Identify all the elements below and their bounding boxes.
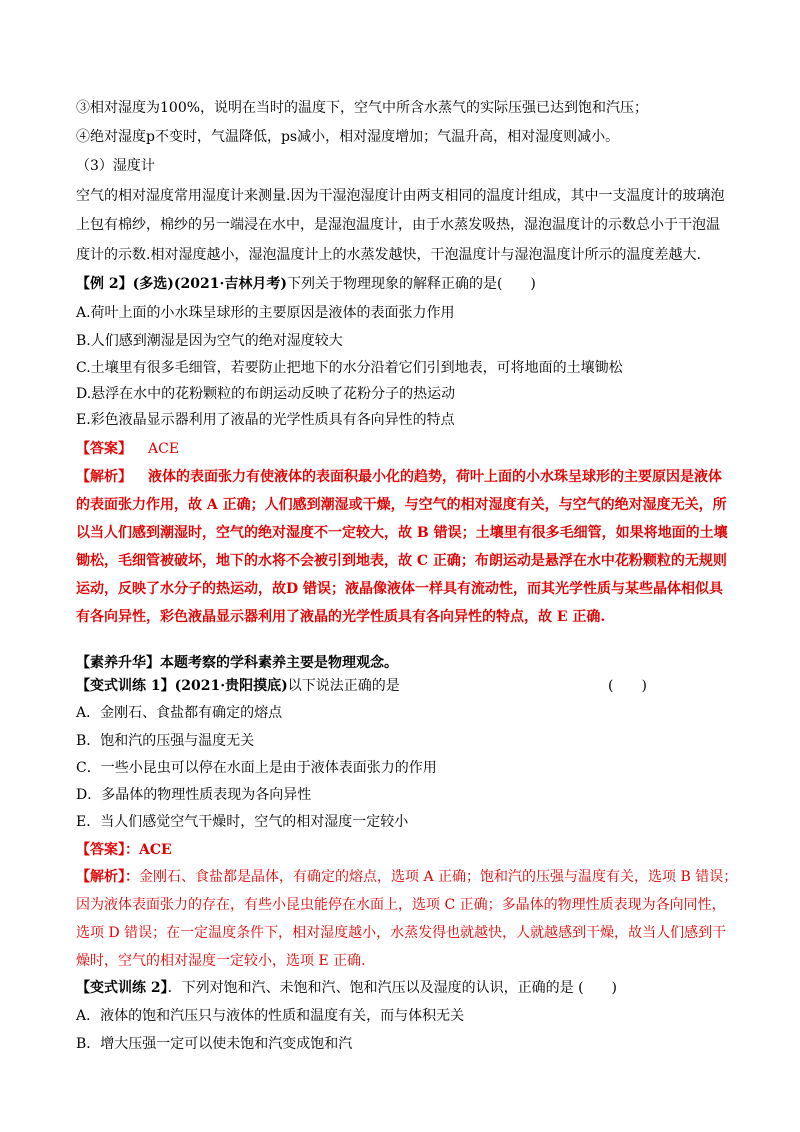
example-question: 下列关于物理现象的解释正确的是( ) [286, 276, 536, 292]
analysis-text: 金刚石、食盐都是晶体，有确定的熔点，选项 A 正确；饱和汽的压强与温度有关，选项 B 错误； [139, 869, 738, 885]
example-2-heading [76, 274, 736, 294]
option-e: E.彩色液晶显示器利用了液晶的光学性质具有各向异性的特点 [76, 412, 455, 428]
option-c: C．一些小昆虫可以停在水面上是由于液体表面张力的作用 [76, 760, 437, 776]
paragraph-line: 上包有棉纱，棉纱的另一端浸在水中，是湿泡温度计，由于水蒸发吸热，湿泡温度计的示数总小于干泡温 [76, 217, 720, 233]
analysis-line: 以当人们感到潮湿时，空气的绝对湿度不一定较大，故 B 错误；土壤里有很多毛细管，如果将地面的土壤 [76, 525, 728, 541]
analysis-tag: 【解析】： [76, 869, 139, 885]
point-4: ④绝对湿度p不变时，气温降低，ps减小，相对湿度增加；气温升高，相对湿度则减小。 [76, 129, 620, 145]
example-multi: (多选) [132, 276, 174, 292]
analysis-line [76, 867, 736, 887]
analysis-line: 选项 D 错误；在一定温度条件下，相对湿度越小，水蒸发得也就越快，人就越感到干燥，故当人们感到干 [76, 925, 727, 941]
analysis-line [76, 467, 736, 487]
option-a: A．液体的饱和汽压只与液体的性质和温度有关，而与体积无关 [76, 1008, 465, 1024]
option-b: B．增大压强一定可以使未饱和汽变成饱和汽 [76, 1036, 353, 1052]
answer-paren: ( ) [608, 678, 647, 694]
option-b: B.人们感到潮湿是因为空气的绝对湿度较大 [76, 333, 343, 349]
paragraph-line: 空气的相对湿度常用湿度计来测量.因为干湿泡湿度计由两支相同的温度计组成，其中一支温度计的玻璃泡 [76, 188, 725, 204]
analysis-line: 的表面张力作用，故 A 正确；人们感到潮湿或干燥，与空气的相对湿度有关，与空气的绝对湿度无关，所 [76, 497, 727, 513]
option-c: C.土壤里有很多毛细管，若要防止把地下的水分沿着它们引到地表，可将地面的土壤锄松 [76, 360, 623, 376]
analysis-line: 锄松，毛细管被破坏，地下的水将不会被引到地表，故 C 正确；布朗运动是悬浮在水中花粉颗粒的无规则 [76, 553, 727, 569]
variant-question: ．下列对饱和汽、未饱和汽、饱和汽压以及湿度的认识，正确的是 ( ) [167, 980, 617, 996]
point-3: ③相对湿度为100%，说明在当时的温度下，空气中所含水蒸气的实际压强已达到饱和汽压； [76, 100, 649, 116]
option-a: A．金刚石、食盐都有确定的熔点 [76, 705, 283, 721]
answer-value: ACE [148, 441, 180, 457]
analysis-line: 因为液体表面张力的存在，有些小昆虫能停在水面上，选项 C 正确；多晶体的物理性质表现为各向同性， [76, 897, 726, 913]
option-a: A.荷叶上面的小水珠呈球形的主要原因是液体的表面张力作用 [76, 305, 455, 321]
variant-2-heading [76, 978, 736, 998]
analysis-line: 燥时，空气的相对湿度一定较小，选项 E 正确. [76, 953, 366, 969]
literacy-note: 【素养升华】本题考察的学科素养主要是物理观念。 [76, 655, 398, 671]
section-3-title: （3）湿度计 [76, 158, 155, 174]
analysis-tag: 【解析】 [76, 469, 132, 485]
variant-1-answer [76, 840, 736, 860]
variant-source: (2021·贵阳摸底) [174, 678, 288, 694]
variant-question: 以下说法正确的是 [287, 678, 400, 694]
example-source: (2021·吉林月考) [173, 276, 287, 292]
analysis-text: 液体的表面张力有使液体的表面积最小化的趋势，荷叶上面的小水珠呈球形的主要原因是液体 [148, 469, 722, 485]
example-tag: 【例 2】 [76, 276, 133, 292]
variant-1-heading [76, 676, 736, 696]
paragraph-line: 度计的示数.相对湿度越小，湿泡温度计上的水蒸发越快，干泡温度计与湿泡温度计所示的温度差越大. [76, 247, 701, 263]
analysis-line: 运动，反映了水分子的热运动，故D 错误；液晶像液体一样具有流动性，而其光学性质与某些晶体相似具 [76, 581, 724, 597]
option-d: D.悬浮在水中的花粉颗粒的布朗运动反映了花粉分子的热运动 [76, 386, 456, 402]
answer-tag: 【答案】 [76, 441, 132, 457]
option-e: E．当人们感觉空气干燥时，空气的相对湿度一定较小 [76, 814, 409, 830]
option-b: B．饱和汽的压强与温度无关 [76, 733, 255, 749]
option-d: D．多晶体的物理性质表现为各向异性 [76, 787, 312, 803]
example-answer [76, 439, 736, 459]
analysis-line: 有各向异性，彩色液晶显示器利用了液晶的光学性质具有各向异性的特点，故 E 正确. [76, 609, 606, 625]
answer-value: 【答案】：ACE [76, 842, 172, 858]
variant-tag: 【变式训练 1】 [76, 678, 175, 694]
variant-tag: 【变式训练 2】 [76, 980, 168, 996]
